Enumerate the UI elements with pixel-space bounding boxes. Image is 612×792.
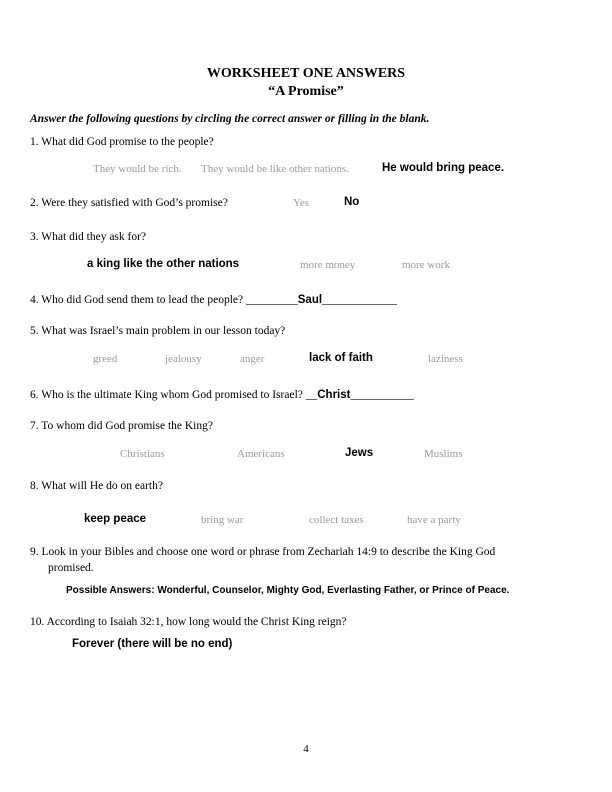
q1-answer[interactable]: He would bring peace. xyxy=(382,162,505,174)
question-4-text: 4. Who did God send them to lead the people? _________ xyxy=(30,294,298,306)
question-8: 8. What will He do on earth? xyxy=(30,480,163,492)
q6-answer[interactable]: Christ xyxy=(317,389,351,401)
q5-answer[interactable]: lack of faith xyxy=(309,352,373,364)
q5-option-jealousy[interactable]: jealousy xyxy=(165,353,202,365)
q8-option-collect-taxes[interactable]: collect taxes xyxy=(309,514,364,526)
q3-option-more-money[interactable]: more money xyxy=(300,259,356,271)
q7-option-americans[interactable]: Americans xyxy=(237,448,285,460)
instructions: Answer the following questions by circling the correct answer or filling in the blank. xyxy=(30,113,430,125)
q4-answer[interactable]: Saul xyxy=(297,294,323,306)
q5-option-anger[interactable]: anger xyxy=(240,353,265,365)
question-4 xyxy=(30,294,397,306)
q7-answer[interactable]: Jews xyxy=(345,447,374,459)
q1-option-rich[interactable]: They would be rich. xyxy=(93,163,182,175)
question-9: 9. Look in your Bibles and choose one word or phrase from Zechariah 14:9 to describe the King God xyxy=(30,546,496,558)
q8-answer[interactable]: keep peace xyxy=(84,513,147,525)
q2-answer[interactable]: No xyxy=(344,196,360,208)
q4-blank: _____________ xyxy=(322,294,397,306)
q7-option-christians[interactable]: Christians xyxy=(120,448,165,460)
worksheet-title: WORKSHEET ONE ANSWERS xyxy=(206,66,406,81)
question-6-text: 6. Who is the ultimate King whom God promised to Israel? __ xyxy=(30,389,318,401)
question-9-line-2: promised. xyxy=(48,562,94,574)
q9-answer: Possible Answers: Wonderful, Counselor, Mighty God, Everlasting Father, or Prince of Peace. xyxy=(66,585,510,596)
question-5: 5. What was Israel’s main problem in our lesson today? xyxy=(30,325,286,337)
q3-answer[interactable]: a king like the other nations xyxy=(87,258,240,270)
q5-option-greed[interactable]: greed xyxy=(93,353,118,365)
q8-option-have-a-party[interactable]: have a party xyxy=(407,514,461,526)
question-1: 1. What did God promise to the people? xyxy=(30,136,214,148)
q6-blank: ___________ xyxy=(350,389,414,401)
q8-option-bring-war[interactable]: bring war xyxy=(201,514,244,526)
question-2: 2. Were they satisfied with God’s promise? xyxy=(30,197,228,209)
question-7: 7. To whom did God promise the King? xyxy=(30,420,213,432)
q5-option-laziness[interactable]: laziness xyxy=(428,353,463,365)
worksheet-subtitle: “A Promise” xyxy=(268,84,344,99)
q10-answer: Forever (there will be no end) xyxy=(72,638,233,650)
q7-option-muslims[interactable]: Muslims xyxy=(424,448,463,460)
q2-option-yes[interactable]: Yes xyxy=(293,197,310,209)
question-6 xyxy=(30,389,414,401)
question-10: 10. According to Isaiah 32:1, how long would the Christ King reign? xyxy=(30,616,347,628)
question-3: 3. What did they ask for? xyxy=(30,231,147,243)
q3-option-more-work[interactable]: more work xyxy=(402,259,450,271)
q1-option-other-nations[interactable]: They would be like other nations. xyxy=(201,163,349,175)
page-number: 4 xyxy=(303,743,309,755)
